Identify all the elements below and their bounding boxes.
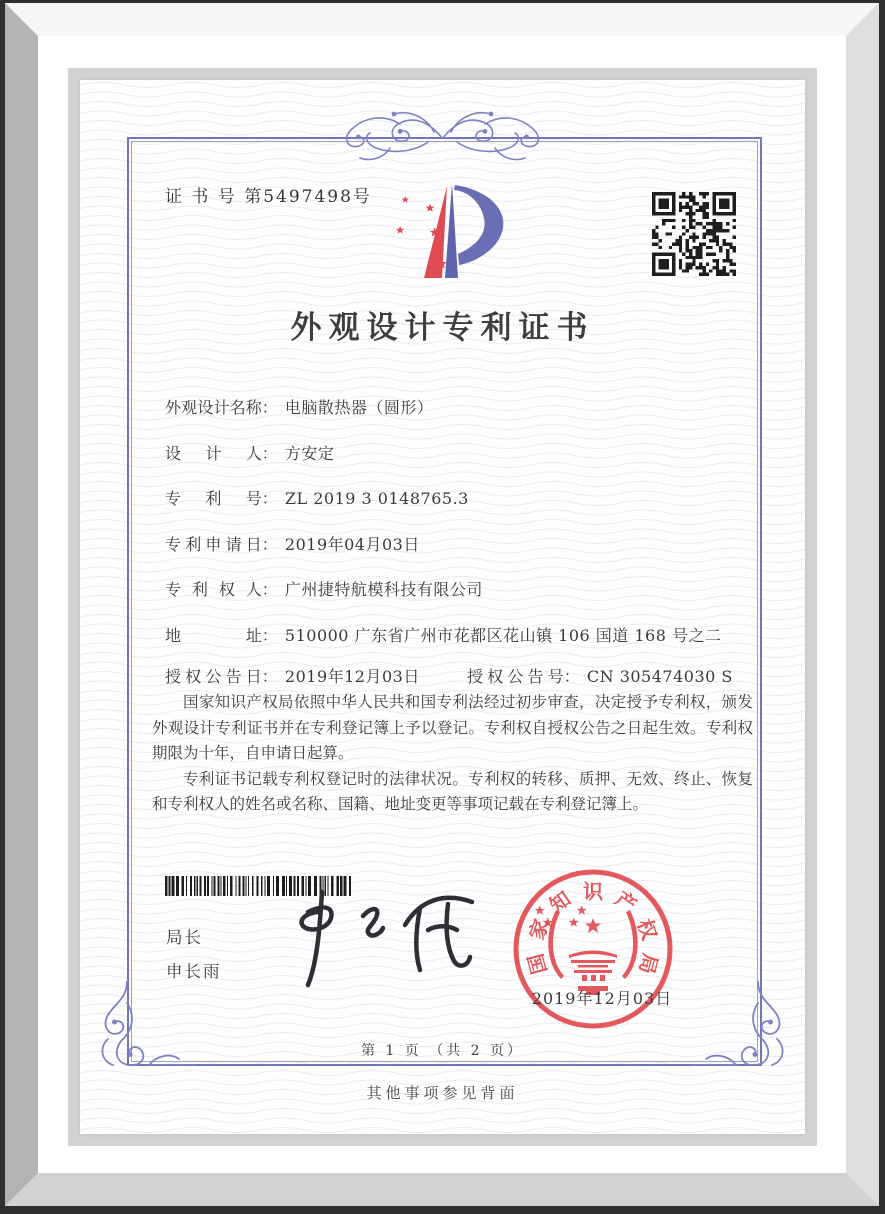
field-label: 外观设计名称 [165, 398, 262, 417]
certificate-title: 外观设计专利证书 [290, 310, 595, 346]
qr-code [652, 192, 736, 276]
grant-number-value: CN 305474030 S [586, 667, 733, 686]
field-value: 广州捷特航模科技有限公司 [284, 580, 483, 599]
field-value: 2019年04月03日 [284, 534, 420, 554]
field-label: 专利号 [165, 489, 262, 508]
legal-paragraph-1: 国家知识产权局依照中华人民共和国专利法经过初步审查，决定授予专利权，颁发外观设计专利证书并在专利登记簿上予以登记。专利权自授权公告之日起生效。专利权期限为十年，自申请日起算。 [152, 693, 753, 762]
field-value: ZL 2019 3 0148765.3 [284, 489, 469, 508]
field-value: 510000 广东省广州市花都区花山镇 106 国道 168 号之二 [284, 625, 722, 645]
legal-text [152, 690, 753, 818]
signer-title: 局长 [166, 928, 203, 947]
signer-name: 申长雨 [166, 962, 222, 981]
field-row-patentee: 专利权人： 广州捷特航模科技有限公司 [165, 578, 745, 602]
field-list [165, 396, 745, 669]
field-row-patent-number: 专利号： ZL 2019 3 0148765.3 [165, 487, 745, 511]
certificate-paper [80, 80, 805, 1134]
field-value: 电脑散热器（圆形） [284, 398, 434, 417]
field-row-address: 地址： 510000 广东省广州市花都区花山镇 106 国道 168 号之二 [165, 624, 745, 648]
field-value: 方安定 [284, 443, 335, 463]
grant-number-label: 授权公告号 [466, 667, 564, 686]
seal-date: 2019年12月03日 [531, 989, 673, 1008]
grant-date-label: 授权公告日 [165, 667, 262, 686]
legal-paragraph-2: 专利证书记载专利权登记时的法律状况。专利权的转移、质押、无效、终止、恢复和专利权人的姓名或名称、国籍、地址变更等事项记载在专利登记簿上。 [152, 769, 753, 813]
certificate-number: 证 书 号 第5497498号 [165, 187, 372, 207]
field-label: 地址 [165, 625, 262, 645]
field-row-design-name: 外观设计名称： 电脑散热器（圆形） [165, 396, 745, 420]
field-row-filing-date: 专利申请日： 2019年04月03日 [165, 533, 745, 557]
field-label: 专利权人 [165, 580, 262, 599]
back-side-note: 其他事项参见背面 [366, 1084, 519, 1102]
page-indicator: 第 1 页 （共 2 页） [360, 1043, 525, 1059]
grant-number-group: 授权公告号： CN 305474030 S [467, 667, 733, 686]
field-row-designer: 设计人： 方安定 [165, 442, 745, 466]
field-label: 专利申请日 [165, 534, 262, 554]
grant-row [165, 664, 765, 687]
cnipa-logo [372, 172, 530, 290]
seal-ring-text: 国 家 知 识 产 权 局 [523, 879, 663, 977]
grant-date-value: 2019年12月03日 [284, 667, 420, 686]
field-label: 设计人 [165, 443, 262, 463]
grant-date-group: 授权公告日： 2019年12月03日 [165, 667, 425, 686]
commissioner-signature [268, 880, 508, 995]
